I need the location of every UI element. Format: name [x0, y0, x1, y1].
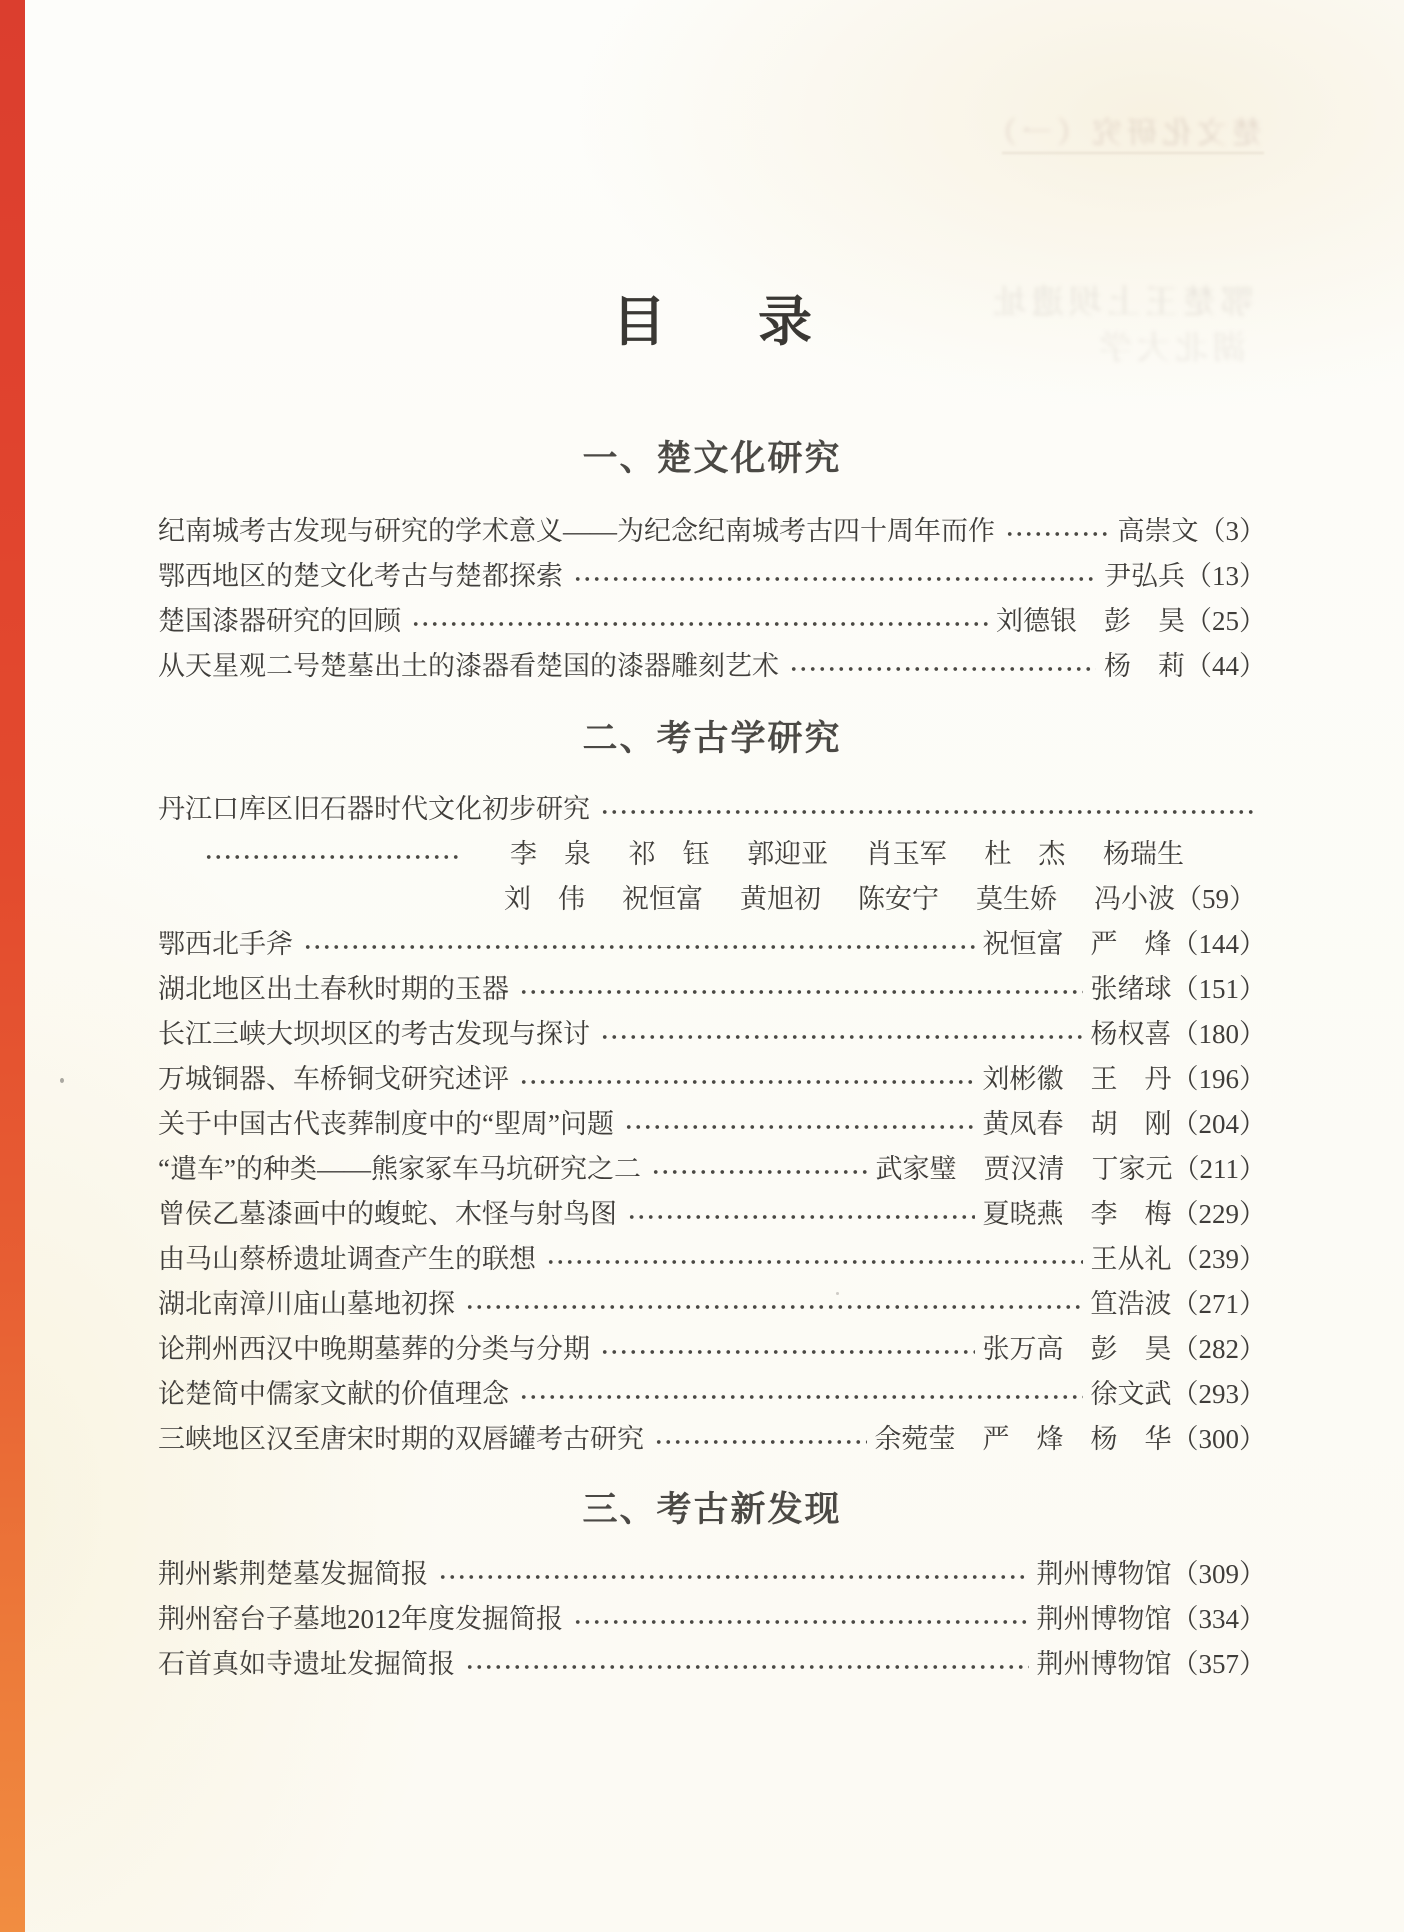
page-title-char: 录 — [758, 291, 812, 352]
entry-title: 论荆州西汉中晚期墓葬的分类与分期 — [158, 1334, 590, 1364]
dot-leader — [519, 1073, 975, 1091]
author-name: 李 泉 — [510, 839, 591, 869]
dot-leader — [438, 1568, 1029, 1586]
author-name: 郭迎亚 — [747, 839, 829, 869]
dot-leader — [204, 848, 462, 866]
dot-leader — [465, 1298, 1083, 1316]
entry-authors-page: 荆州博物馆（334） — [1036, 1604, 1266, 1634]
toc-entry — [158, 1279, 1266, 1324]
entry-title: 从天星观二号楚墓出土的漆器看楚国的漆器雕刻艺术 — [158, 651, 779, 681]
entry-authors-page: 荆州博物馆（357） — [1036, 1649, 1266, 1679]
entry-title: 湖北地区出土春秋时期的玉器 — [158, 974, 509, 1004]
toc-entry — [158, 1009, 1266, 1054]
dot-leader — [1005, 525, 1110, 543]
author-name: 杜 杰 — [984, 839, 1066, 869]
toc-entry — [158, 1189, 1266, 1234]
bleedthrough-header-text: 楚文化研究（一） — [982, 117, 1262, 150]
toc-entry — [158, 964, 1266, 1009]
entry-title: 论楚简中儒家文献的价值理念 — [158, 1379, 509, 1409]
toc-entry — [158, 1054, 1266, 1099]
dot-leader — [546, 1253, 1083, 1271]
entry-authors-page: 刘彬徽 王 丹（196） — [982, 1064, 1266, 1094]
section-heading-new-discoveries: 三、考古新发现 — [582, 1490, 842, 1529]
toc-entry — [158, 1369, 1266, 1414]
toc-entry — [158, 1144, 1266, 1189]
entry-authors-page: 高崇文（3） — [1117, 516, 1266, 546]
bleedthrough-text-line: 湖北大学 — [1094, 331, 1246, 367]
entry-title: 楚国漆器研究的回顾 — [158, 606, 401, 636]
toc-entry-authors-line — [158, 874, 1266, 919]
entry-title: 荆州窑台子墓地2012年度发掘简报 — [158, 1604, 563, 1634]
toc-entry — [158, 919, 1266, 964]
entry-authors-page: 荆州博物馆（309） — [1036, 1559, 1266, 1589]
author-name: 黄旭初 — [740, 884, 821, 914]
entry-title: 鄂西地区的楚文化考古与楚都探索 — [158, 561, 563, 591]
section-entries — [158, 784, 1266, 1459]
author-name: 祁 钰 — [628, 839, 710, 869]
entry-authors-page: 余菀莹 严 烽 杨 华（300） — [874, 1424, 1266, 1454]
entry-title: 鄂西北手斧 — [158, 929, 293, 959]
toc-entry — [158, 641, 1266, 686]
toc-entry — [158, 506, 1266, 551]
toc-entry — [158, 1234, 1266, 1279]
toc-entry-multiline-title — [158, 784, 1266, 829]
entry-authors-page: 武家璧 贾汉清 丁家元（211） — [875, 1154, 1266, 1184]
entry-authors-page: 祝恒富 严 烽（144） — [982, 929, 1266, 959]
toc-entry-authors-line — [158, 829, 1266, 874]
entry-authors-page: 杨权喜（180） — [1090, 1019, 1266, 1049]
dot-leader — [519, 1388, 1083, 1406]
entry-title: 纪南城考古发现与研究的学术意义——为纪念纪南城考古四十周年而作 — [158, 516, 995, 546]
toc-entry — [158, 1639, 1266, 1684]
author-name: 陈安宁 — [858, 884, 939, 914]
toc-entry — [158, 596, 1266, 641]
entry-authors-page: 刘德银 彭 昊（25） — [996, 606, 1266, 636]
entry-authors-page: 笪浩波（271） — [1090, 1289, 1266, 1319]
entry-title: 丹江口库区旧石器时代文化初步研究 — [158, 794, 590, 824]
author-name: 杨瑞生 — [1102, 839, 1184, 869]
dot-leader — [411, 615, 988, 633]
toc-entry — [158, 1414, 1266, 1459]
toc-entry — [158, 1594, 1266, 1639]
dust-speck — [60, 1078, 64, 1083]
toc-entry — [158, 1324, 1266, 1369]
entry-title: 湖北南漳川庙山墓地初探 — [158, 1289, 455, 1319]
entry-authors-page: 张万高 彭 昊（282） — [982, 1334, 1266, 1364]
entry-title: 长江三峡大坝坝区的考古发现与探讨 — [158, 1019, 590, 1049]
entry-authors-page: 王从礼（239） — [1090, 1244, 1266, 1274]
entry-authors-page: 张绪球（151） — [1090, 974, 1266, 1004]
author-name-group — [510, 832, 1266, 871]
dot-leader — [654, 1433, 867, 1451]
dot-leader — [651, 1163, 868, 1181]
book-cover-edge-strip — [0, 0, 25, 1932]
dot-leader — [600, 803, 1258, 821]
dot-leader — [303, 938, 975, 956]
section-entries — [158, 506, 1266, 686]
entry-title: 关于中国古代丧葬制度中的“堲周”问题 — [158, 1109, 614, 1139]
dot-leader — [600, 1028, 1083, 1046]
dot-leader — [465, 1658, 1029, 1676]
dot-leader — [573, 570, 1096, 588]
dot-leader — [624, 1118, 975, 1136]
entry-title: “遣车”的种类——熊家冢车马坑研究之二 — [158, 1154, 641, 1184]
section-heading-archaeology-research: 二、考古学研究 — [582, 719, 842, 758]
toc-content — [158, 0, 1266, 1684]
entry-title: 三峡地区汉至唐宋时期的双唇罐考古研究 — [158, 1424, 644, 1454]
dot-leader — [627, 1208, 975, 1226]
page-title-char: 目 — [612, 291, 666, 352]
author-name-group — [504, 877, 1266, 916]
bleedthrough-text-line: 鄂楚王上坝遗址 — [988, 285, 1254, 321]
author-name: 莫生娇 — [976, 884, 1057, 914]
author-name: 刘 伟 — [504, 884, 585, 914]
dot-leader — [789, 660, 1096, 678]
entry-title: 荆州紫荆楚墓发掘简报 — [158, 1559, 428, 1589]
dot-leader — [573, 1613, 1029, 1631]
entry-authors-page: 杨 莉（44） — [1104, 651, 1266, 681]
entry-authors-page: 黄凤春 胡 刚（204） — [982, 1109, 1266, 1139]
dot-leader — [519, 983, 1083, 1001]
author-name: 祝恒富 — [622, 884, 703, 914]
toc-entry — [158, 1549, 1266, 1594]
toc-entry — [158, 551, 1266, 596]
entry-title: 石首真如寺遗址发掘简报 — [158, 1649, 455, 1679]
toc-entry — [158, 1099, 1266, 1144]
section-entries — [158, 1549, 1266, 1684]
entry-authors-page: 徐文武（293） — [1090, 1379, 1266, 1409]
entry-title: 由马山蔡桥遗址调查产生的联想 — [158, 1244, 536, 1274]
dot-leader — [600, 1343, 975, 1361]
entry-title: 万城铜器、车桥铜戈研究述评 — [158, 1064, 509, 1094]
author-name: 肖玉军 — [865, 839, 947, 869]
entry-authors-page: 尹弘兵（13） — [1104, 561, 1266, 591]
entry-title: 曾侯乙墓漆画中的蝮蛇、木怪与射鸟图 — [158, 1199, 617, 1229]
author-name-page: 冯小波（59） — [1094, 884, 1256, 914]
entry-authors-page: 夏晓燕 李 梅（229） — [982, 1199, 1266, 1229]
section-heading-chu-culture: 一、楚文化研究 — [582, 439, 842, 478]
